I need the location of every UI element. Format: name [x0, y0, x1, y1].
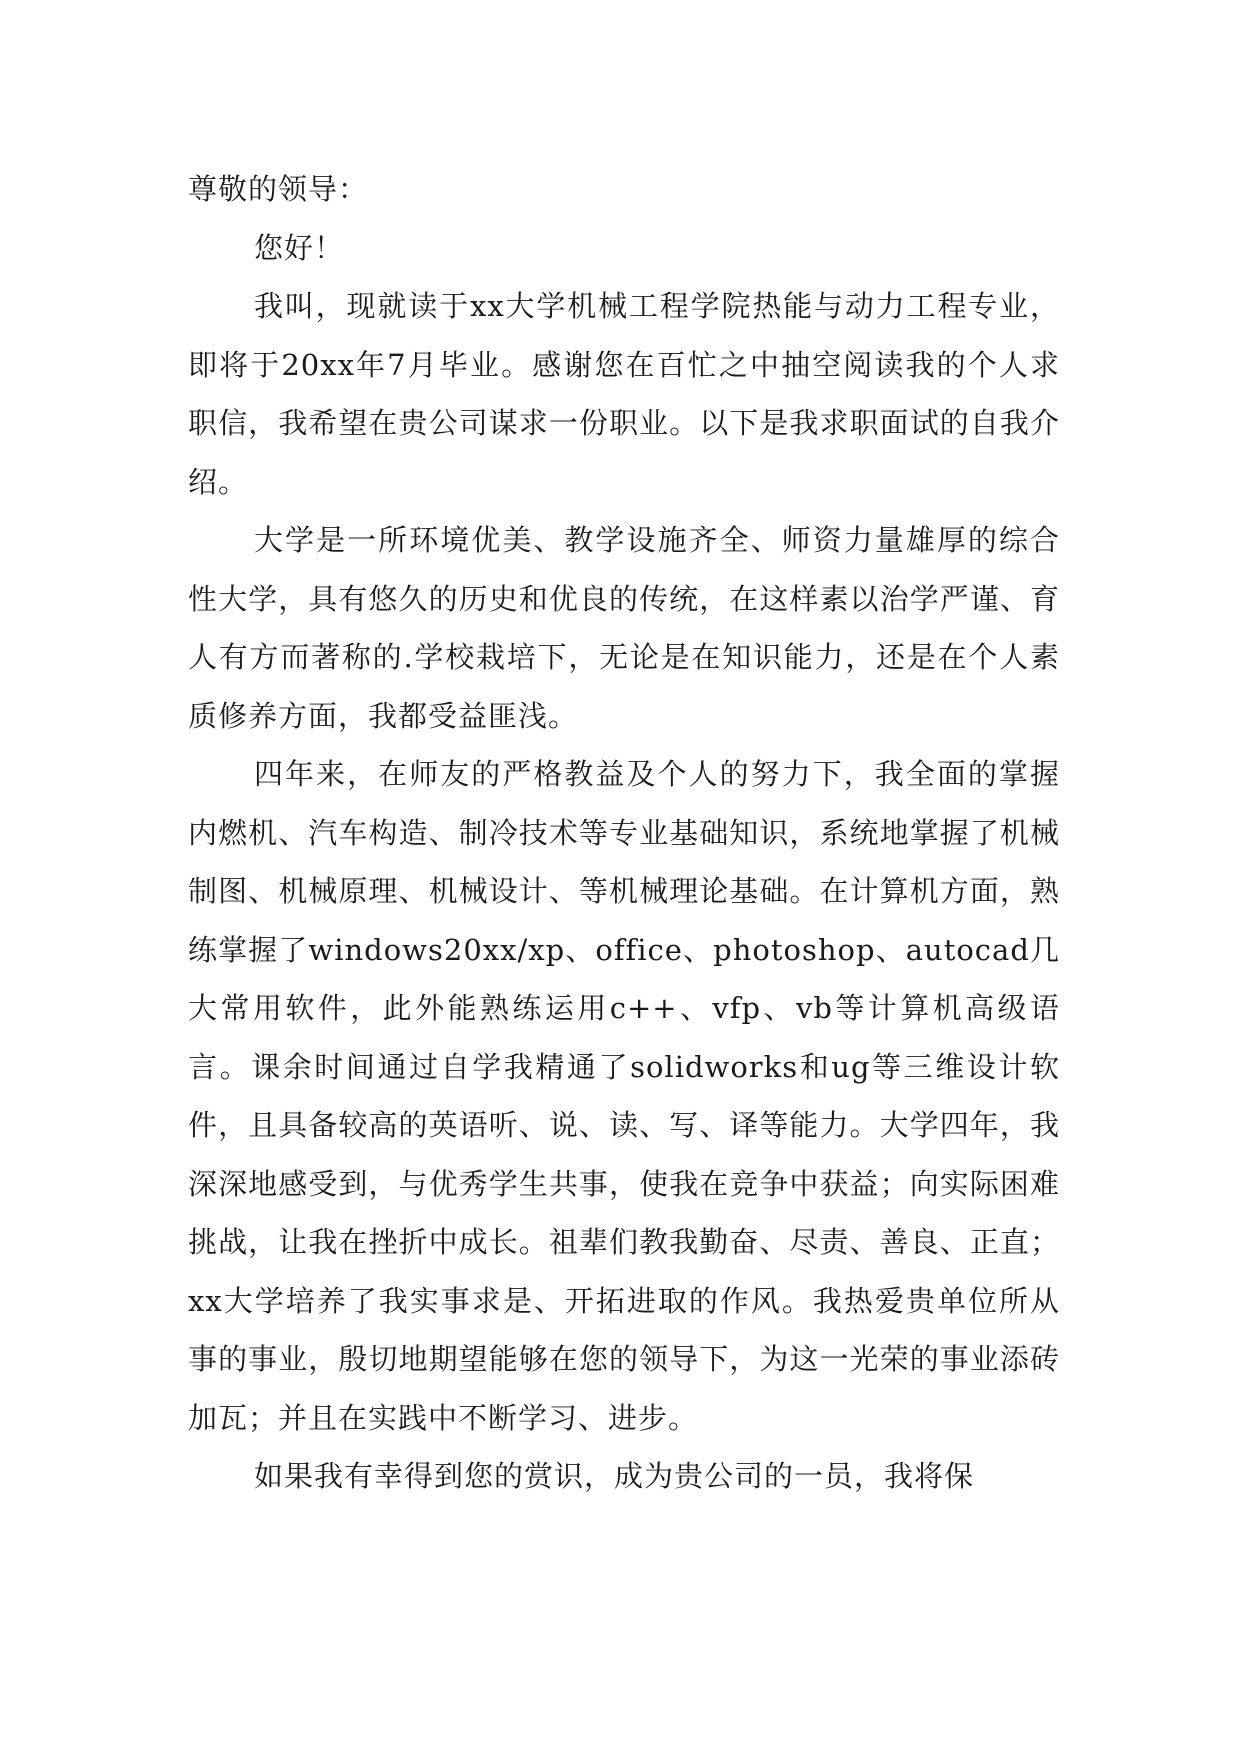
paragraph-university: 大学是一所环境优美、教学设施齐全、师资力量雄厚的综合性大学，具有悠久的历史和优良的传统，在这样素以治学严谨、育人有方而著称的.学校栽培下，无论是在知识能力，还是在个人素质修养方面，我都受益匪浅。: [188, 523, 1060, 733]
salutation: 尊敬的领导：: [188, 172, 369, 206]
paragraph-introduction: 我叫，现就读于xx大学机械工程学院热能与动力工程专业，即将于20xx年7月毕业。感谢您在百忙之中抽空阅读我的个人求职信，我希望在贵公司谋求一份职业。以下是我求职面试的自我介绍。: [188, 289, 1060, 499]
letter-body: [188, 160, 1060, 1506]
paragraph-closing: 如果我有幸得到您的赏识，成为贵公司的一员，我将保: [254, 1459, 975, 1493]
greeting: 您好！: [254, 230, 345, 265]
paragraph-skills: 四年来，在师友的严格教益及个人的努力下，我全面的掌握内燃机、汽车构造、制冷技术等专业基础知识，系统地掌握了机械制图、机械原理、机械设计、等机械理论基础。在计算机方面，熟练掌握了windows20xx/xp、office、photoshop、autocad几大常用软件，此外能熟练运用c++、vfp、vb等计算机高级语言。课余时间通过自学我精通了solidworks和ug等三维设计软件，且具备较高的英语听、说、读、写、译等能力。大学四年，我深深地感受到，与优秀学生共事，使我在竞争中获益；向实际困难挑战，让我在挫折中成长。祖辈们教我勤奋、尽责、善良、正直；xx大学培养了我实事求是、开拓进取的作风。我热爱贵单位所从事的事业，殷切地期望能够在您的领导下，为这一光荣的事业添砖加瓦；并且在实践中不断学习、进步。: [188, 757, 1060, 1435]
